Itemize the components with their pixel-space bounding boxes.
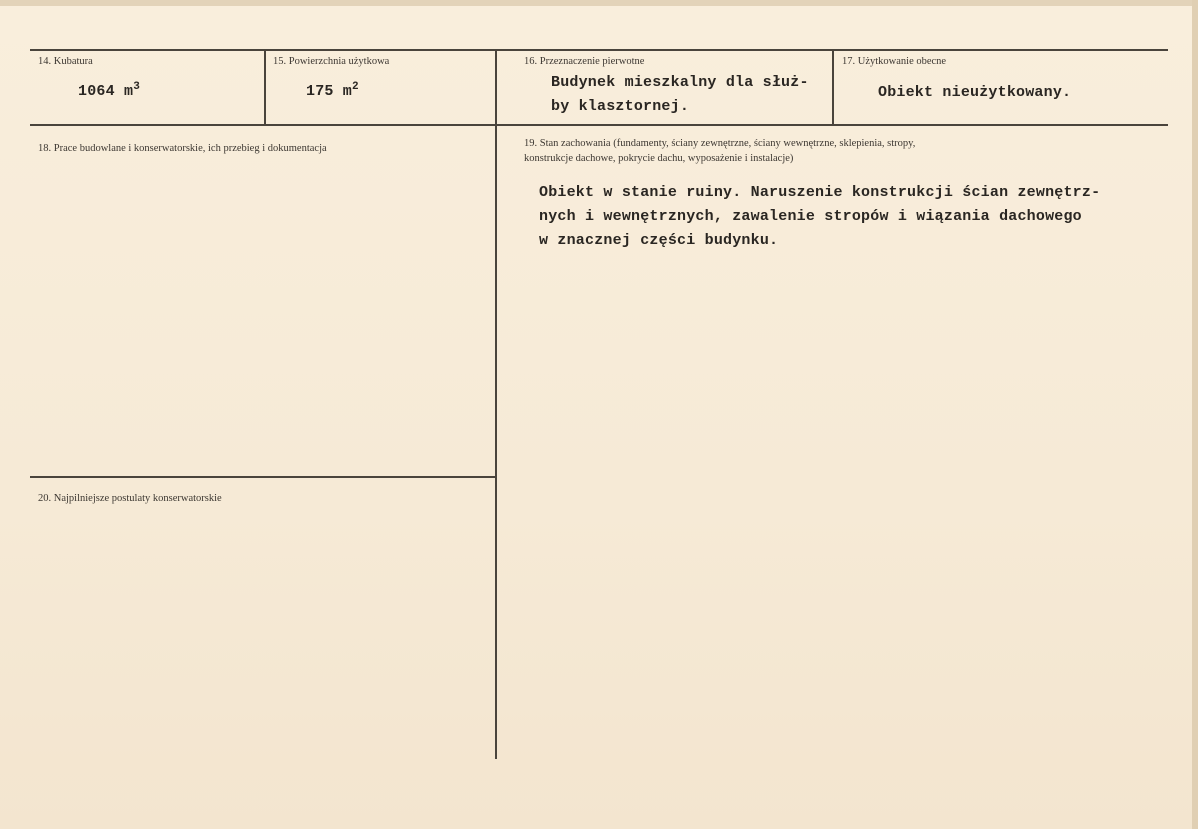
field-14-value [78, 81, 140, 100]
field-14-number: 1064 m [78, 83, 134, 100]
col-divider-16-17 [832, 49, 834, 125]
card-top-edge [0, 0, 1198, 6]
field-15-value [306, 81, 359, 100]
field-16-value: Budynek mieszkalny dla służ- by klasztornej. [551, 74, 809, 115]
field-16-label: 16. Przeznaczenie pierwotne [524, 56, 645, 67]
field-17-label: 17. Użytkowanie obecne [842, 56, 947, 67]
field-17-value: Obiekt nieużytkowany. [878, 84, 1072, 101]
field-20-label: 20. Najpilniejsze postulaty konserwatorskie [38, 493, 222, 504]
col-divider-main [495, 49, 497, 759]
field-18-label: 18. Prace budowlane i konserwatorskie, ich przebieg i dokumentacja [38, 143, 327, 154]
card-right-edge [1192, 0, 1198, 829]
field-15-label: 15. Powierzchnia użytkowa [273, 56, 390, 67]
field-19-value: Obiekt w stanie ruiny. Naruszenie konstrukcji ścian zewnętrz- nych i wewnętrznych, zawalenie stropów i wiązania dachowego w znacznej części budynku. [539, 184, 1101, 249]
field-19-label: 19. Stan zachowania (fundamenty, ściany zewnętrzne, ściany wewnętrzne, sklepienia, stropy, konstrukcje dachowe, pokrycie dachu, wyposażenie i instalacje) [524, 138, 916, 164]
field-14-exponent: 3 [133, 81, 141, 93]
row-rule-1 [30, 124, 1168, 126]
field-15-number: 175 m [306, 83, 353, 100]
top-rule [30, 49, 1168, 51]
col-divider-14-15 [264, 49, 266, 125]
row-rule-2 [30, 476, 496, 478]
field-15-exponent: 2 [352, 81, 359, 93]
field-14-label: 14. Kubatura [38, 56, 93, 67]
